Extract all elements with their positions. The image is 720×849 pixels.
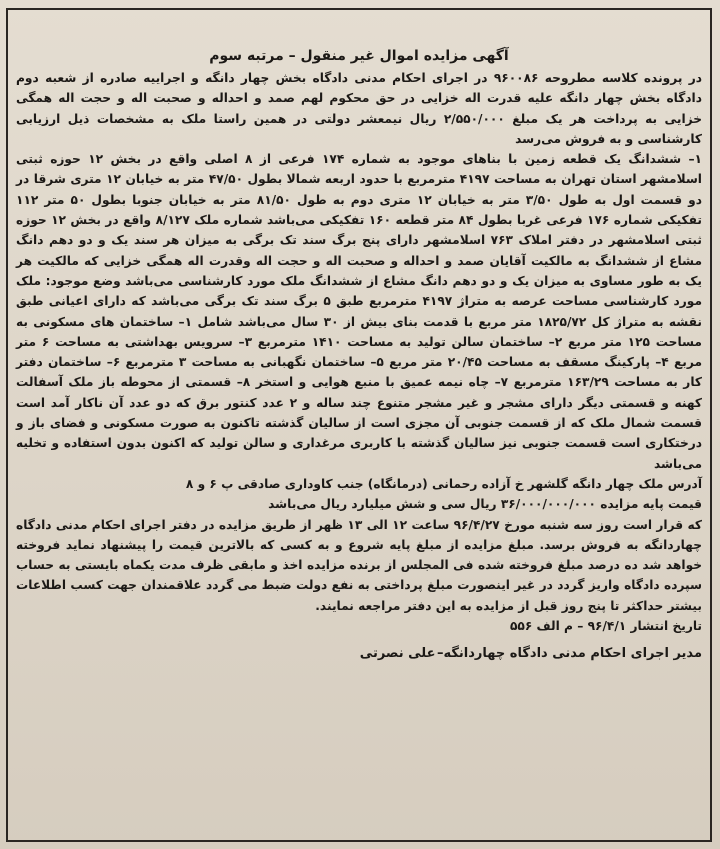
signature-office: مدیر اجرای احکام مدنی دادگاه چهاردانگه (443, 646, 702, 662)
signature-block: مدیر اجرای احکام مدنی دادگاه چهاردانگه–علی نصرتی (359, 646, 702, 662)
signature-name: علی نصرتی (359, 646, 436, 662)
auction-notice (16, 10, 702, 836)
notice-title: آگهی مزایده اموال غیر منقول – مرتبه سوم (209, 48, 509, 64)
auction-terms: که قرار است روز سه شنبه مورخ ۹۶/۴/۲۷ ساعت ۱۲ الی ۱۳ ظهر از طریق مزایده در دفتر اجرای احکام مدنی دادگاه چهاردانگه به فروش برسد. مبلغ مزایده از مبلغ پایه شروع و به کسی که بالاترین قیمت را پیشنهاد نماید فروخته خواهد شد ده درصد مبلغ فروخته شده فی المجلس از برنده مزایده اخذ و مابقی ظرف مدت یکماه بایستی به حساب سپرده دادگاه واریز گردد در غیر اینصورت مبلغ پرداختی به نفع دولت ضبط می گردد علاقمندان جهت کسب اطلاعات بیشتر حداکثر تا پنج روز قبل از مزایده به این دفتر مراجعه نمایند. (16, 517, 703, 613)
property-address: آدرس ملک چهار دانگه گلشهر خ آزاده رحمانی (درمانگاه) جنب کاوداری صادقی پ ۶ و ۸ (185, 476, 702, 491)
property-description: ۱– ششدانگ یک قطعه زمین با بناهای موجود به شماره ۱۷۴ فرعی از ۸ اصلی واقع در بخش ۱۲ حوزه ثبتی اسلامشهر استان تهران به مساحت ۴۱۹۷ مترمربع با حدود اربعه شمالا بطول ۴۷/۵۰ متر به خیابان ۱۲ متری شرقا در دو قسمت اول به طول ۳/۵۰ متر به خیابان ۱۲ متری دوم به طول ۸۱/۵۰ متر به خیابان جنوبا بطول ۵۰ متر ۱۱۲ تفکیکی شماره ۱۷۶ فرعی غربا بطول ۸۴ متر قطعه ۱۶۰ تفکیکی می‌باشد شماره ملک ۸/۱۲۷ واقع در بخش ۱۲ حوزه ثبتی اسلامشهر در دفتر املاک ۷۶۳ اسلامشهر دارای پنج برگ سند تک برگی به میزان هر سند یک و دو دهم دانگ مشاع از ششدانگ به مالکیت آقایان صمد و احداله و صحبت اله و حجت اله وقدرت اله همگی خزایی که مالکیت هر یک به طور مساوی به میزان یک و دو دهم دانگ مشاع از ششدانگ ملک مورد کارشناسی می‌باشد وضع موجود: ملک مورد کارشناسی مساحت عرصه به متراژ ۴۱۹۷ مترمربع طبق ۵ برگ سند تک برگی می‌باشد که دارای اعیانی طبق نقشه به متراژ کل ۱۸۲۵/۷۲ متر مربع با قدمت بنای بیش از ۳۰ سال می‌باشد شامل ۱– ساختمان های مسکونی به مساحت ۱۲۵ متر مربع ۲– ساختمان سالن تولید به مساحت ۱۴۱۰ مترمربع ۳– سرویس بهداشتی به مساحت ۶ متر مربع ۴– پارکینگ مسقف به مساحت ۲۰/۴۵ متر مربع ۵– ساختمان نگهبانی به مساحت ۳ مترمربع ۶– ساختمان دفتر کار به مساحت ۱۶۳/۲۹ مترمربع ۷– چاه نیمه عمیق با منبع هوایی و استخر ۸– قسمتی از محوطه باز ملک آسفالت کهنه و قسمتی دیگر دارای مشجر و غیر مشجر متنوع چند ساله و ۲ عدد کنتور برق که دو عدد آن ناکار آمد است قسمت شمال ملک که از قسمت جنوبی آن مجزی است از سالیان گذشته تاکنون به صورت مسکونی و فضای باز و درختکاری است قسمت جنوبی نیز سالیان گذشته با کاربری مرغداری و سالن تولید که اکنون بدون استفاده و تخلیه می‌باشد (16, 152, 703, 471)
publish-date: تاریخ انتشار ۹۶/۴/۱ – م الف ۵۵۶ (509, 619, 702, 634)
notice-body (16, 68, 702, 616)
base-price: قیمت پایه مزایده ۳۶/۰۰۰/۰۰۰/۰۰۰ ریال سی و شش میلیارد ریال می‌باشد (268, 497, 702, 512)
intro-paragraph: در پرونده کلاسه مطروحه ۹۶۰۰۸۶ در اجرای احکام مدنی دادگاه بخش چهار دانگه و اجراییه صادره از شعبه دوم دادگاه بخش چهار دانگه علیه قدرت اله خزایی در حق محکوم لهم صمد و احداله و صحبت اله و حجت اله همگی خزایی به پرداخت هر یک مبلغ ۲/۵۵۰/۰۰۰ ریال نیمعشر دولتی در همین راستا ملک به مشخصات ذیل ارزیابی کارشناسی و به فروش می‌رسد (16, 71, 702, 146)
